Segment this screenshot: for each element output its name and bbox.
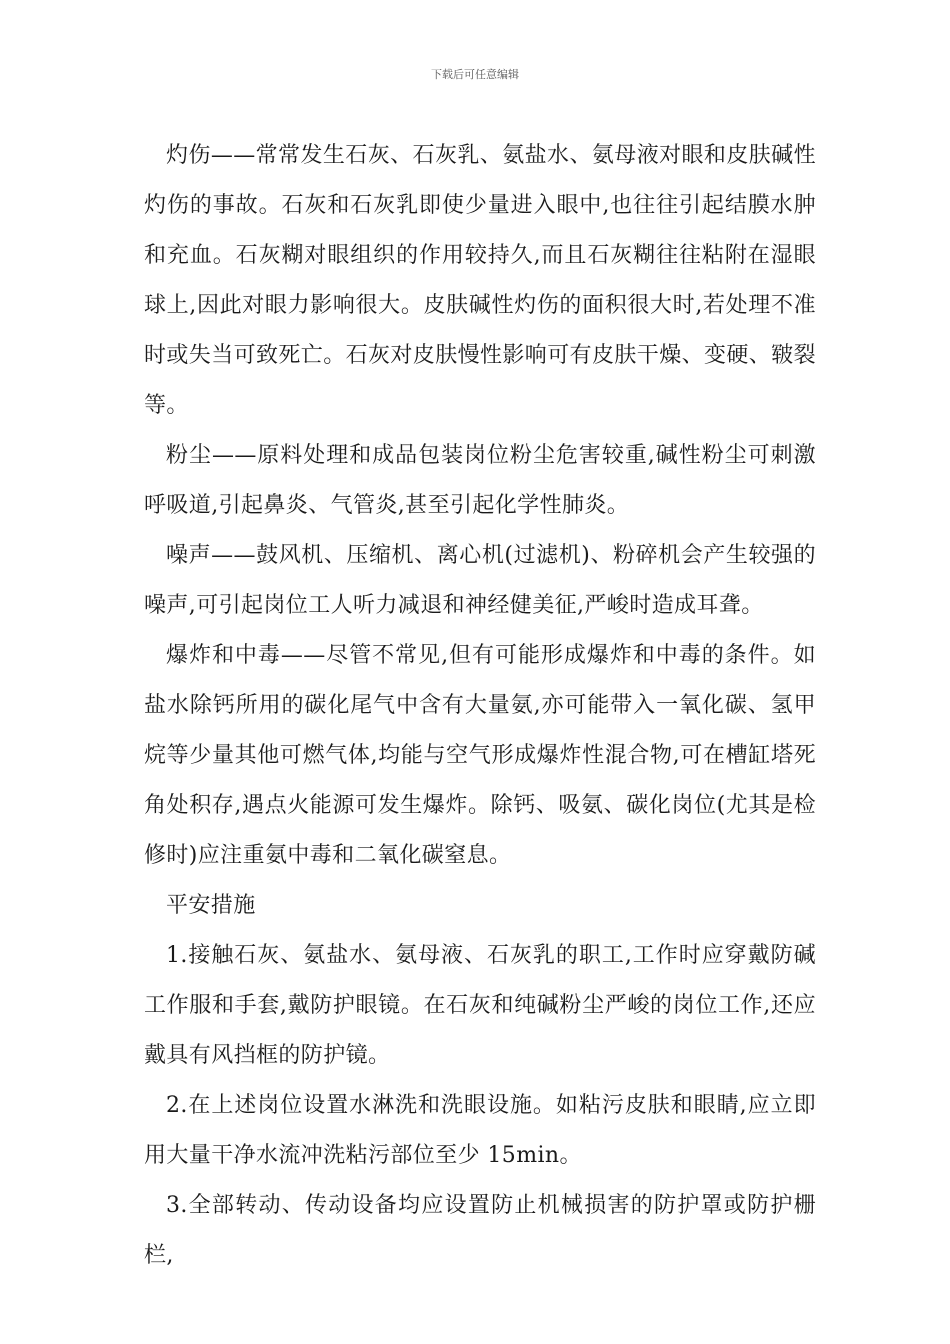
section-heading-safety-measures: 平安措施 <box>166 893 256 918</box>
list-item-2: 2.在上述岗位设置水淋洗和洗眼设施。如粘污皮肤和眼睛,应立即用大量干净水流冲洗粘污部位至少 15min。 <box>144 1093 816 1168</box>
page-header: 下载后可任意编辑 <box>431 68 519 81</box>
document-body <box>144 131 816 1281</box>
paragraph-dust: 粉尘——原料处理和成品包装岗位粉尘危害较重,碱性粉尘可刺激呼吸道,引起鼻炎、气管炎,甚至引起化学性肺炎。 <box>144 443 816 518</box>
paragraph-explosion-poisoning: 爆炸和中毒——尽管不常见,但有可能形成爆炸和中毒的条件。如盐水除钙所用的碳化尾气中含有大量氨,亦可能带入一氧化碳、氢甲烷等少量其他可燃气体,均能与空气形成爆炸性混合物,可在槽缸塔死角处积存,遇点火能源可发生爆炸。除钙、吸氨、碳化岗位(尤其是检修时)应注重氨中毒和二氧化碳窒息。 <box>144 643 816 868</box>
paragraph-noise: 噪声——鼓风机、压缩机、离心机(过滤机)、粉碎机会产生较强的噪声,可引起岗位工人听力减退和神经健美征,严峻时造成耳聋。 <box>144 543 816 618</box>
paragraph-burns: 灼伤——常常发生石灰、石灰乳、氨盐水、氨母液对眼和皮肤碱性灼伤的事故。石灰和石灰乳即使少量进入眼中,也往往引起结膜水肿和充血。石灰糊对眼组织的作用较持久,而且石灰糊往往粘附在湿眼球上,因此对眼力影响很大。皮肤碱性灼伤的面积很大时,若处理不准时或失当可致死亡。石灰对皮肤慢性影响可有皮肤干燥、变硬、皲裂等。 <box>144 143 817 418</box>
list-item-3: 3.全部转动、传动设备均应设置防止机械损害的防护罩或防护栅栏, <box>144 1193 816 1268</box>
list-item-1: 1.接触石灰、氨盐水、氨母液、石灰乳的职工,工作时应穿戴防碱工作服和手套,戴防护眼镜。在石灰和纯碱粉尘严峻的岗位工作,还应戴具有风挡框的防护镜。 <box>144 943 816 1068</box>
